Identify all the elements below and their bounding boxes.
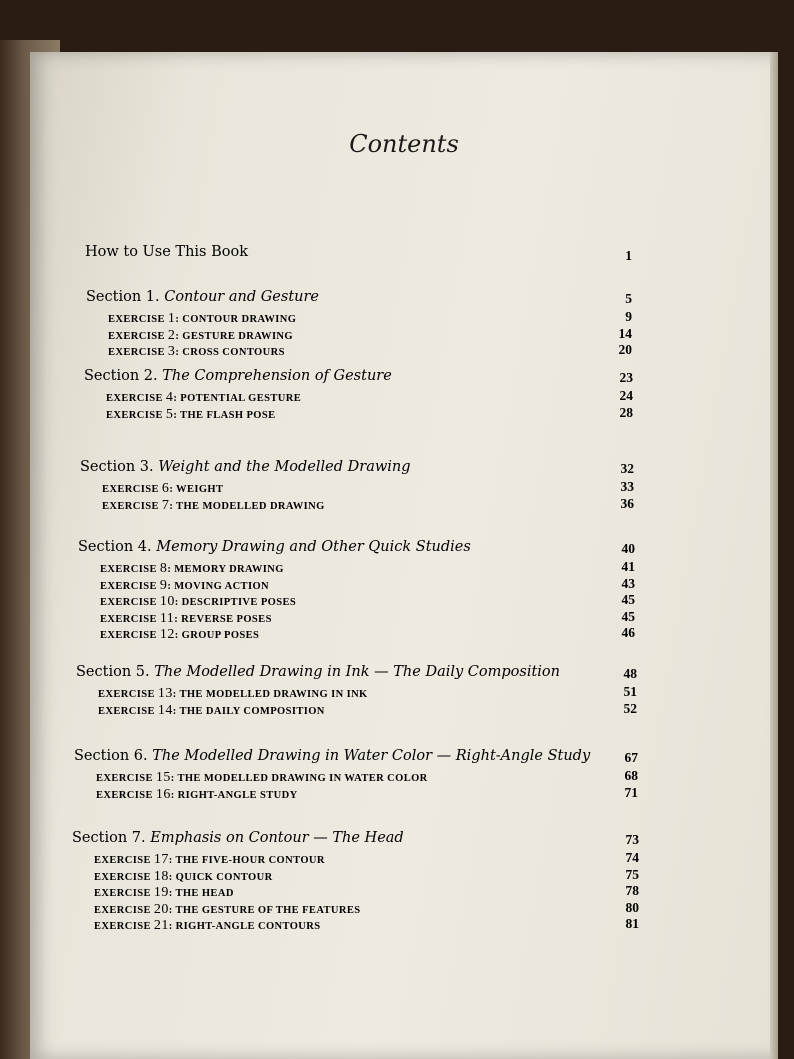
exercise-number: 9 — [159, 577, 168, 593]
section-title — [76, 664, 560, 680]
exercise-page-number: 81 — [625, 916, 639, 931]
exercise-title: : GESTURE DRAWING — [175, 330, 293, 342]
section-page-number: 40 — [621, 541, 635, 556]
exercise-page-number: 28 — [619, 404, 633, 420]
exercise-label: EXERCISE — [94, 921, 154, 932]
exercise-page-number: 45 — [621, 608, 635, 624]
section-prefix: Section 3. — [80, 459, 159, 475]
exercise-number: 4 — [165, 390, 174, 405]
section-page-number: 32 — [620, 461, 634, 476]
exercise-page-number: 74 — [625, 850, 639, 865]
section-title — [72, 830, 404, 846]
exercise-entry — [100, 627, 259, 643]
page-edge — [770, 52, 778, 1059]
section-name: The Comprehension of Gesture — [162, 368, 392, 384]
exercise-title: : THE MODELLED DRAWING IN WATER COLOR — [170, 773, 428, 784]
exercise-page-number: 80 — [625, 899, 639, 915]
exercise-number: 18 — [153, 868, 169, 884]
exercise-number: 14 — [157, 702, 173, 718]
section-page-number: 23 — [619, 370, 633, 385]
exercise-number: 10 — [159, 594, 175, 609]
intro-page-number: 1 — [625, 248, 632, 263]
exercise-entry — [102, 481, 223, 497]
exercise-label: EXERCISE — [108, 330, 168, 342]
section-name: The Modelled Drawing in Ink — The Daily Composition — [154, 664, 561, 680]
section-prefix: Section 1. — [86, 289, 165, 305]
exercise-title: : THE MODELLED DRAWING IN INK — [172, 689, 368, 700]
exercise-label: EXERCISE — [100, 613, 160, 625]
section-title — [78, 539, 471, 555]
exercise-entry — [100, 611, 272, 627]
exercise-number: 13 — [157, 686, 173, 701]
exercise-label: EXERCISE — [100, 630, 160, 641]
exercise-page-number: 41 — [621, 559, 635, 574]
section-name: Contour and Gesture — [164, 289, 319, 305]
exercise-title: : THE MODELLED DRAWING — [169, 500, 325, 512]
exercise-entry — [108, 344, 285, 360]
exercise-label: EXERCISE — [100, 580, 160, 592]
exercise-number: 21 — [153, 918, 169, 933]
exercise-number: 16 — [155, 786, 171, 802]
exercise-number: 1 — [167, 311, 176, 326]
exercise-entry — [98, 703, 325, 719]
exercise-label: EXERCISE — [100, 597, 160, 608]
exercise-entry — [94, 902, 361, 918]
exercise-page-number: 43 — [621, 575, 635, 591]
exercise-label: EXERCISE — [108, 347, 168, 358]
exercise-number: 20 — [153, 901, 169, 917]
exercise-title: : RIGHT-ANGLE CONTOURS — [168, 921, 321, 932]
exercise-number: 2 — [167, 327, 176, 343]
exercise-title: : REVERSE POSES — [174, 613, 272, 625]
section-name: Memory Drawing and Other Quick Studies — [156, 539, 471, 555]
exercise-entry — [94, 869, 273, 885]
section-title — [80, 459, 411, 475]
intro-title: How to Use This Book — [85, 244, 249, 260]
section-title — [74, 748, 590, 764]
section-prefix: Section 2. — [84, 368, 163, 384]
exercise-label: EXERCISE — [94, 888, 154, 899]
exercise-label: EXERCISE — [100, 564, 160, 575]
exercise-entry — [94, 918, 320, 934]
exercise-title: : POTENTIAL GESTURE — [173, 393, 302, 404]
exercise-page-number: 45 — [621, 592, 635, 607]
section-page-number: 5 — [625, 291, 632, 306]
exercise-page-number: 14 — [618, 325, 632, 341]
section-page-number: 48 — [623, 666, 637, 681]
exercise-entry — [98, 686, 368, 702]
exercise-label: EXERCISE — [96, 773, 156, 784]
section-name: The Modelled Drawing in Water Color — Right-Angle Study — [152, 748, 591, 764]
section-prefix: Section 5. — [76, 664, 155, 680]
exercise-entry — [100, 594, 296, 610]
exercise-label: EXERCISE — [96, 789, 156, 801]
section-title — [86, 289, 319, 305]
exercise-title: : CONTOUR DRAWING — [175, 314, 297, 325]
exercise-title: : THE GESTURE OF THE FEATURES — [168, 904, 361, 916]
exercise-page-number: 71 — [624, 784, 638, 800]
exercise-page-number: 36 — [620, 495, 634, 511]
exercise-entry — [100, 561, 284, 577]
exercise-number: 17 — [153, 852, 169, 867]
exercise-entry — [106, 407, 276, 423]
exercise-number: 8 — [159, 561, 168, 576]
exercise-title: : THE FIVE-HOUR CONTOUR — [168, 855, 325, 866]
exercise-page-number: 75 — [625, 866, 639, 882]
exercise-entry — [102, 498, 325, 514]
exercise-label: EXERCISE — [102, 484, 162, 495]
exercise-label: EXERCISE — [98, 705, 158, 717]
exercise-label: EXERCISE — [94, 871, 154, 883]
exercise-number: 7 — [161, 497, 170, 513]
exercise-number: 19 — [153, 885, 169, 900]
exercise-page-number: 46 — [621, 625, 635, 640]
exercise-page-number: 51 — [623, 684, 637, 699]
exercise-entry — [100, 578, 269, 594]
exercise-entry — [106, 390, 301, 406]
exercise-number: 11 — [159, 610, 175, 626]
exercise-title: : THE HEAD — [168, 888, 234, 899]
exercise-label: EXERCISE — [106, 393, 166, 404]
page-title: Contents — [349, 130, 459, 158]
exercise-entry — [96, 770, 428, 786]
exercise-title: : QUICK CONTOUR — [168, 871, 273, 883]
exercise-title: : THE FLASH POSE — [173, 409, 276, 421]
exercise-label: EXERCISE — [102, 500, 162, 512]
exercise-number: 12 — [159, 627, 175, 642]
exercise-entry — [108, 328, 293, 344]
section-prefix: Section 4. — [78, 539, 157, 555]
exercise-title: : DESCRIPTIVE POSES — [174, 597, 297, 608]
section-page-number: 73 — [625, 832, 639, 847]
exercise-entry — [96, 787, 298, 803]
exercise-entry — [94, 852, 325, 868]
exercise-title: : MOVING ACTION — [167, 580, 269, 592]
exercise-entry — [94, 885, 234, 901]
exercise-label: EXERCISE — [106, 409, 166, 421]
exercise-title: : MEMORY DRAWING — [167, 564, 284, 575]
exercise-title: : GROUP POSES — [174, 630, 260, 641]
exercise-number: 5 — [165, 406, 174, 422]
section-name: Emphasis on Contour — The Head — [150, 830, 404, 846]
exercise-label: EXERCISE — [108, 314, 168, 325]
exercise-page-number: 52 — [623, 700, 637, 716]
section-prefix: Section 7. — [72, 830, 151, 846]
exercise-page-number: 78 — [625, 883, 639, 898]
exercise-number: 3 — [167, 344, 176, 359]
exercise-page-number: 24 — [619, 388, 633, 403]
section-page-number: 67 — [624, 750, 638, 765]
section-title — [84, 368, 392, 384]
section-prefix: Section 6. — [74, 748, 153, 764]
exercise-title: : WEIGHT — [169, 484, 224, 495]
exercise-title: : THE DAILY COMPOSITION — [172, 705, 325, 717]
exercise-entry — [108, 311, 296, 327]
exercise-page-number: 20 — [618, 342, 632, 357]
exercise-title: : CROSS CONTOURS — [175, 347, 285, 358]
exercise-page-number: 33 — [620, 479, 634, 494]
exercise-number: 15 — [155, 770, 171, 785]
exercise-label: EXERCISE — [98, 689, 158, 700]
exercise-label: EXERCISE — [94, 855, 154, 866]
exercise-title: : RIGHT-ANGLE STUDY — [170, 789, 298, 801]
exercise-label: EXERCISE — [94, 904, 154, 916]
section-name: Weight and the Modelled Drawing — [158, 459, 411, 475]
exercise-page-number: 68 — [624, 768, 638, 783]
contents-page — [30, 52, 778, 1059]
exercise-page-number: 9 — [625, 309, 632, 324]
exercise-number: 6 — [161, 481, 170, 496]
